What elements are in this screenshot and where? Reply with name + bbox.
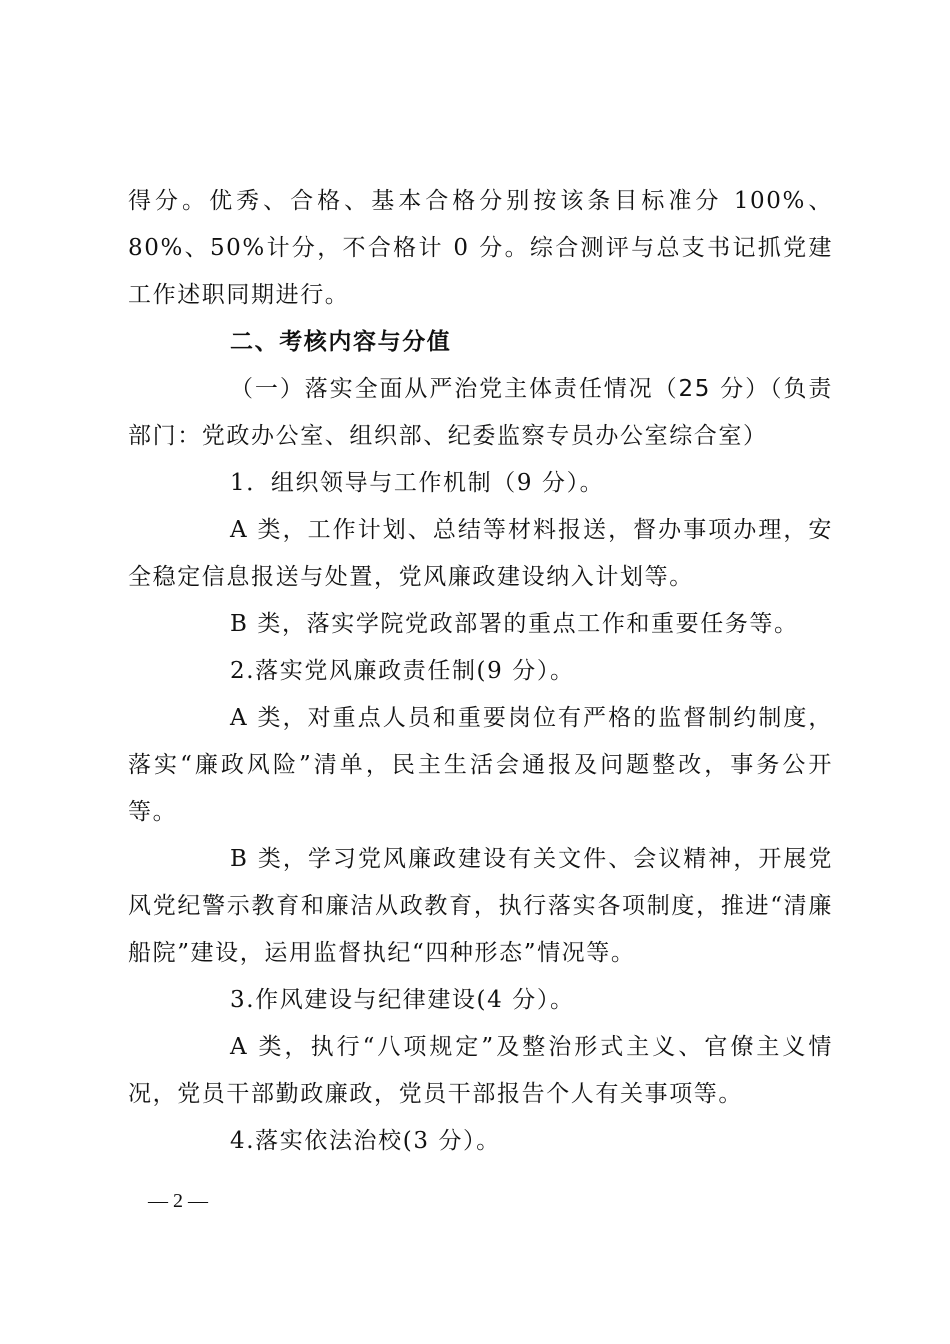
item-heading-2: 2.落实党风廉政责任制(9 分）。 [230, 658, 575, 684]
item-heading-4: 4.落实依法治校(3 分）。 [230, 1128, 501, 1154]
subsection-heading: （一）落实全面从严治党主体责任情况（25 分）（负责部门：党政办公室、组织部、纪委监察专员办公室综合室） [128, 376, 833, 449]
section-heading: 二、考核内容与分值 [230, 329, 452, 355]
paragraph-3-a: A 类，执行“八项规定”及整治形式主义、官僚主义情况，党员干部勤政廉政，党员干部报告个人有关事项等。 [128, 1034, 833, 1107]
document-body [128, 178, 833, 1165]
page-number: — 2 — [148, 1190, 208, 1212]
item-heading-3: 3.作风建设与纪律建设(4 分）。 [230, 987, 575, 1013]
paragraph-1-a: A 类，工作计划、总结等材料报送，督办事项办理，安全稳定信息报送与处置，党风廉政建设纳入计划等。 [128, 517, 833, 590]
paragraph-scoring-method: 得分。优秀、合格、基本合格分别按该条目标准分 100%、80%、50%计分，不合格计 0 分。综合测评与总支书记抓党建工作述职同期进行。 [128, 188, 833, 308]
paragraph-2-a: A 类，对重点人员和重要岗位有严格的监督制约制度，落实“廉政风险”清单，民主生活会通报及问题整改，事务公开等。 [128, 705, 833, 825]
paragraph-1-b: B 类，落实学院党政部署的重点工作和重要任务等。 [230, 611, 799, 637]
paragraph-2-b: B 类，学习党风廉政建设有关文件、会议精神，开展党风党纪警示教育和廉洁从政教育，执行落实各项制度，推进“清廉船院”建设，运用监督执纪“四种形态”情况等。 [128, 846, 833, 966]
item-heading-1: 1．组织领导与工作机制（9 分）。 [230, 470, 605, 496]
